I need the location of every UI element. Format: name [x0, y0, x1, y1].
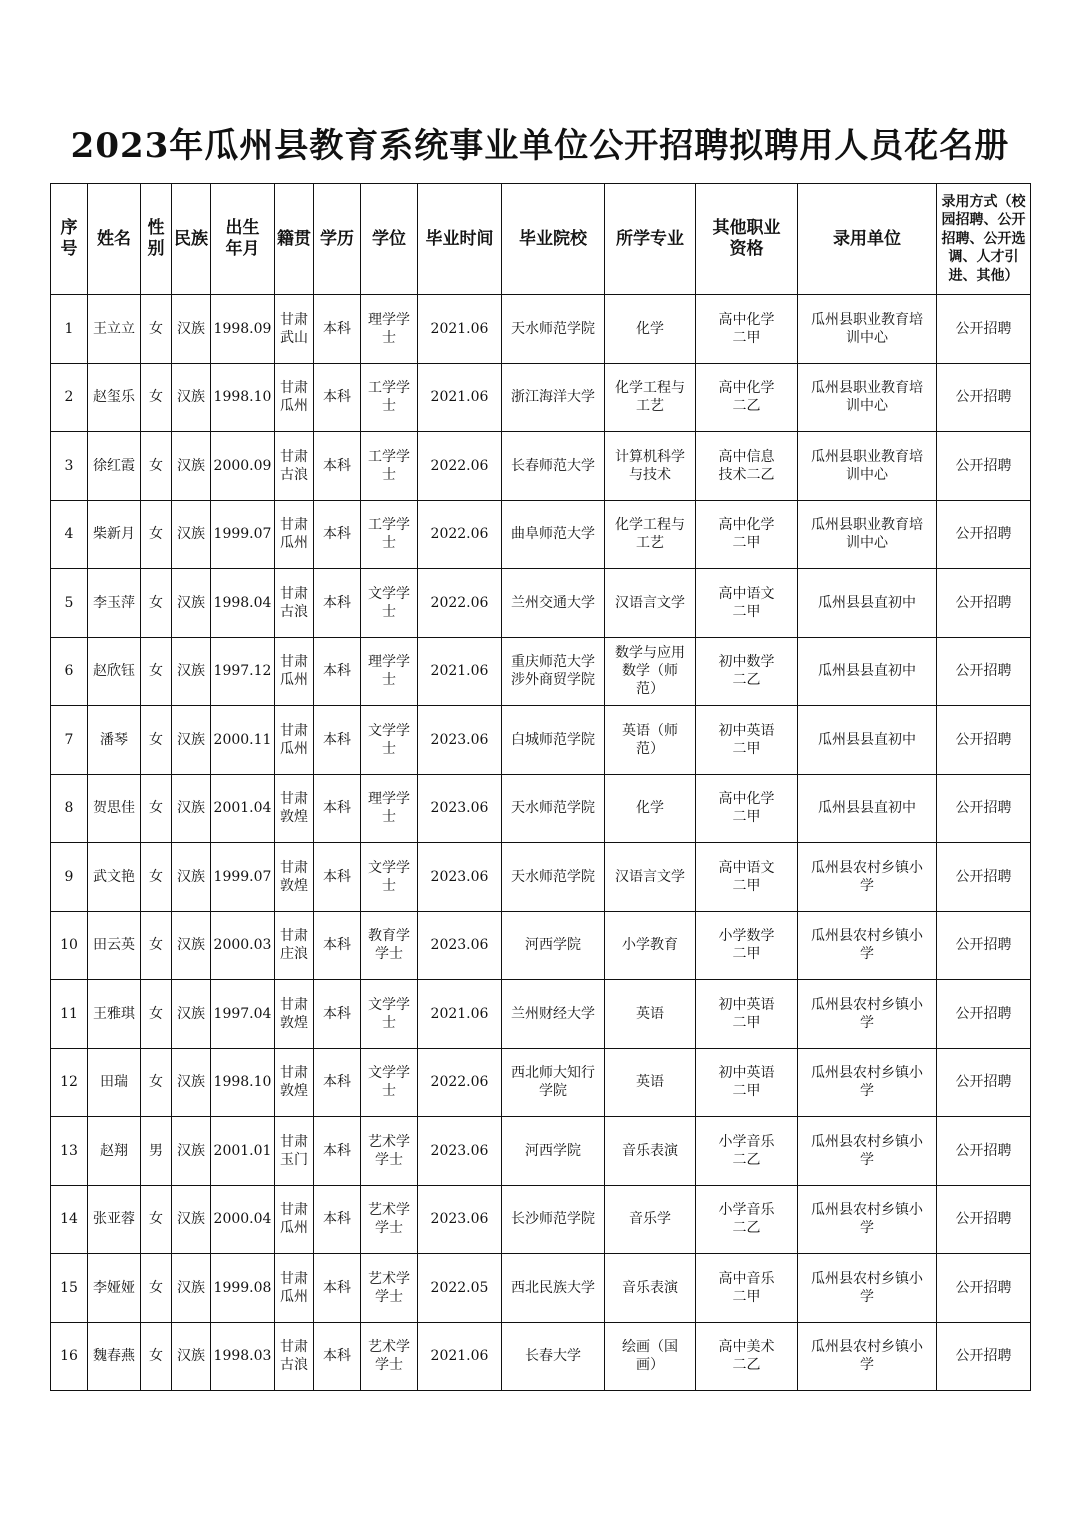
table-cell: 初中数学二乙 — [696, 637, 798, 706]
table-cell: 本科 — [314, 1254, 361, 1323]
table-cell: 6 — [51, 637, 88, 706]
table-cell: 2023.06 — [418, 706, 502, 775]
table-cell: 2022.06 — [418, 432, 502, 501]
table-cell: 2001.04 — [211, 774, 275, 843]
table-cell: 2021.06 — [418, 295, 502, 364]
table-cell: 2023.06 — [418, 774, 502, 843]
table-cell: 化学工程与工艺 — [605, 500, 696, 569]
table-cell: 王雅琪 — [88, 980, 141, 1049]
table-cell: 11 — [51, 980, 88, 1049]
table-cell: 高中语文二甲 — [696, 569, 798, 638]
table-cell: 瓜州县农村乡镇小学 — [798, 1117, 937, 1186]
table-cell: 汉族 — [172, 774, 211, 843]
table-cell: 女 — [141, 843, 172, 912]
table-cell: 汉族 — [172, 295, 211, 364]
table-cell: 张亚蓉 — [88, 1185, 141, 1254]
table-cell: 魏春燕 — [88, 1322, 141, 1391]
table-cell: 汉族 — [172, 1117, 211, 1186]
table-cell: 文学学士 — [361, 569, 418, 638]
table-cell: 音乐表演 — [605, 1117, 696, 1186]
header-cell: 序号 — [51, 184, 88, 295]
table-cell: 本科 — [314, 363, 361, 432]
table-cell: 甘肃古浪 — [275, 432, 314, 501]
table-cell: 甘肃敦煌 — [275, 843, 314, 912]
table-cell: 音乐学 — [605, 1185, 696, 1254]
table-cell: 本科 — [314, 569, 361, 638]
table-row — [51, 363, 1031, 432]
table-cell: 男 — [141, 1117, 172, 1186]
table-cell: 甘肃玉门 — [275, 1117, 314, 1186]
table-cell: 英语 — [605, 980, 696, 1049]
table-cell: 瓜州县农村乡镇小学 — [798, 1322, 937, 1391]
table-cell: 公开招聘 — [937, 1185, 1031, 1254]
table-cell: 女 — [141, 911, 172, 980]
table-row — [51, 637, 1031, 706]
table-cell: 1997.04 — [211, 980, 275, 1049]
table-cell: 2022.06 — [418, 569, 502, 638]
table-cell: 本科 — [314, 1322, 361, 1391]
table-cell: 本科 — [314, 774, 361, 843]
table-cell: 徐红霞 — [88, 432, 141, 501]
table-cell: 赵欣钰 — [88, 637, 141, 706]
header-cell: 学历 — [314, 184, 361, 295]
table-cell: 汉语言文学 — [605, 569, 696, 638]
table-cell: 2023.06 — [418, 1117, 502, 1186]
table-cell: 女 — [141, 1048, 172, 1117]
table-cell: 汉族 — [172, 980, 211, 1049]
table-cell: 西北民族大学 — [502, 1254, 605, 1323]
table-cell: 艺术学学士 — [361, 1117, 418, 1186]
table-cell: 甘肃古浪 — [275, 1322, 314, 1391]
table-row — [51, 432, 1031, 501]
table-row — [51, 1048, 1031, 1117]
table-cell: 河西学院 — [502, 911, 605, 980]
header-cell: 出生年月 — [211, 184, 275, 295]
header-cell: 其他职业资格 — [696, 184, 798, 295]
table-cell: 女 — [141, 980, 172, 1049]
table-cell: 16 — [51, 1322, 88, 1391]
table-cell: 瓜州县县直初中 — [798, 637, 937, 706]
table-cell: 公开招聘 — [937, 843, 1031, 912]
table-cell: 高中美术二乙 — [696, 1322, 798, 1391]
table-cell: 公开招聘 — [937, 911, 1031, 980]
table-cell: 小学音乐二乙 — [696, 1185, 798, 1254]
table-cell: 公开招聘 — [937, 1048, 1031, 1117]
table-cell: 公开招聘 — [937, 500, 1031, 569]
table-cell: 1999.07 — [211, 843, 275, 912]
table-cell: 2000.03 — [211, 911, 275, 980]
table-cell: 2023.06 — [418, 1185, 502, 1254]
table-cell: 1999.07 — [211, 500, 275, 569]
table-cell: 公开招聘 — [937, 980, 1031, 1049]
table-cell: 瓜州县农村乡镇小学 — [798, 911, 937, 980]
table-cell: 1 — [51, 295, 88, 364]
table-row — [51, 980, 1031, 1049]
table-row — [51, 295, 1031, 364]
table-cell: 5 — [51, 569, 88, 638]
table-cell: 瓜州县县直初中 — [798, 774, 937, 843]
table-cell: 瓜州县农村乡镇小学 — [798, 980, 937, 1049]
table-cell: 本科 — [314, 1185, 361, 1254]
table-cell: 汉族 — [172, 500, 211, 569]
table-cell: 12 — [51, 1048, 88, 1117]
table-cell: 汉族 — [172, 843, 211, 912]
table-cell: 文学学士 — [361, 706, 418, 775]
table-cell: 长春师范大学 — [502, 432, 605, 501]
table-cell: 4 — [51, 500, 88, 569]
table-cell: 2021.06 — [418, 637, 502, 706]
table-cell: 公开招聘 — [937, 295, 1031, 364]
table-cell: 高中化学二甲 — [696, 295, 798, 364]
table-row — [51, 1322, 1031, 1391]
table-cell: 3 — [51, 432, 88, 501]
table-cell: 甘肃武山 — [275, 295, 314, 364]
table-cell: 贺思佳 — [88, 774, 141, 843]
table-cell: 女 — [141, 363, 172, 432]
table-cell: 小学音乐二乙 — [696, 1117, 798, 1186]
table-cell: 7 — [51, 706, 88, 775]
table-cell: 天水师范学院 — [502, 774, 605, 843]
table-cell: 瓜州县职业教育培训中心 — [798, 363, 937, 432]
table-cell: 本科 — [314, 706, 361, 775]
table-cell: 公开招聘 — [937, 637, 1031, 706]
table-cell: 兰州财经大学 — [502, 980, 605, 1049]
header-row — [51, 184, 1031, 295]
table-cell: 甘肃庄浪 — [275, 911, 314, 980]
table-row — [51, 569, 1031, 638]
table-cell: 初中英语二甲 — [696, 706, 798, 775]
table-cell: 数学与应用数学（师范） — [605, 637, 696, 706]
table-row — [51, 500, 1031, 569]
table-cell: 女 — [141, 637, 172, 706]
table-cell: 女 — [141, 1185, 172, 1254]
table-cell: 英语（师范） — [605, 706, 696, 775]
table-cell: 甘肃敦煌 — [275, 1048, 314, 1117]
table-cell: 长沙师范学院 — [502, 1185, 605, 1254]
table-cell: 公开招聘 — [937, 432, 1031, 501]
table-cell: 西北师大知行学院 — [502, 1048, 605, 1117]
table-row — [51, 1254, 1031, 1323]
table-cell: 公开招聘 — [937, 569, 1031, 638]
header-cell: 录用单位 — [798, 184, 937, 295]
table-cell: 文学学士 — [361, 1048, 418, 1117]
table-cell: 15 — [51, 1254, 88, 1323]
header-cell: 民族 — [172, 184, 211, 295]
table-cell: 初中英语二甲 — [696, 980, 798, 1049]
table-cell: 潘琴 — [88, 706, 141, 775]
table-cell: 英语 — [605, 1048, 696, 1117]
table-cell: 田瑞 — [88, 1048, 141, 1117]
table-cell: 计算机科学与技术 — [605, 432, 696, 501]
table-cell: 工学学士 — [361, 363, 418, 432]
table-cell: 公开招聘 — [937, 1322, 1031, 1391]
table-cell: 1997.12 — [211, 637, 275, 706]
table-cell: 文学学士 — [361, 980, 418, 1049]
table-cell: 化学 — [605, 295, 696, 364]
header-cell: 籍贯 — [275, 184, 314, 295]
table-cell: 女 — [141, 432, 172, 501]
header-cell: 姓名 — [88, 184, 141, 295]
table-cell: 化学工程与工艺 — [605, 363, 696, 432]
table-cell: 汉族 — [172, 1254, 211, 1323]
table-cell: 瓜州县职业教育培训中心 — [798, 500, 937, 569]
header-cell: 毕业时间 — [418, 184, 502, 295]
table-cell: 2022.06 — [418, 1048, 502, 1117]
table-cell: 2000.09 — [211, 432, 275, 501]
table-cell: 艺术学学士 — [361, 1322, 418, 1391]
table-cell: 甘肃瓜州 — [275, 363, 314, 432]
table-cell: 赵玺乐 — [88, 363, 141, 432]
table-cell: 重庆师范大学涉外商贸学院 — [502, 637, 605, 706]
table-cell: 公开招聘 — [937, 363, 1031, 432]
table-cell: 艺术学学士 — [361, 1254, 418, 1323]
table-cell: 汉族 — [172, 363, 211, 432]
table-cell: 2021.06 — [418, 980, 502, 1049]
table-cell: 2023.06 — [418, 843, 502, 912]
table-cell: 1998.03 — [211, 1322, 275, 1391]
table-cell: 河西学院 — [502, 1117, 605, 1186]
table-cell: 女 — [141, 706, 172, 775]
table-cell: 曲阜师范大学 — [502, 500, 605, 569]
table-row — [51, 706, 1031, 775]
table-cell: 汉族 — [172, 706, 211, 775]
table-cell: 甘肃瓜州 — [275, 1185, 314, 1254]
table-cell: 2000.11 — [211, 706, 275, 775]
table-cell: 田云英 — [88, 911, 141, 980]
table-cell: 高中化学二甲 — [696, 774, 798, 843]
table-cell: 1998.04 — [211, 569, 275, 638]
table-cell: 女 — [141, 774, 172, 843]
table-cell: 甘肃瓜州 — [275, 706, 314, 775]
table-cell: 本科 — [314, 637, 361, 706]
table-cell: 汉族 — [172, 432, 211, 501]
table-cell: 本科 — [314, 500, 361, 569]
table-cell: 1998.09 — [211, 295, 275, 364]
table-cell: 甘肃瓜州 — [275, 500, 314, 569]
table-cell: 工学学士 — [361, 432, 418, 501]
table-cell: 音乐表演 — [605, 1254, 696, 1323]
table-cell: 理学学士 — [361, 637, 418, 706]
table-row — [51, 1117, 1031, 1186]
table-cell: 甘肃敦煌 — [275, 980, 314, 1049]
table-cell: 天水师范学院 — [502, 295, 605, 364]
table-cell: 白城师范学院 — [502, 706, 605, 775]
table-cell: 高中化学二甲 — [696, 500, 798, 569]
table-cell: 公开招聘 — [937, 1117, 1031, 1186]
table-cell: 甘肃瓜州 — [275, 1254, 314, 1323]
table-cell: 高中语文二甲 — [696, 843, 798, 912]
table-row — [51, 774, 1031, 843]
table-cell: 柴新月 — [88, 500, 141, 569]
table-cell: 瓜州县农村乡镇小学 — [798, 1254, 937, 1323]
table-cell: 绘画（国画） — [605, 1322, 696, 1391]
table-cell: 14 — [51, 1185, 88, 1254]
table-cell: 甘肃敦煌 — [275, 774, 314, 843]
header-cell: 学位 — [361, 184, 418, 295]
table-cell: 女 — [141, 569, 172, 638]
table-cell: 浙江海洋大学 — [502, 363, 605, 432]
header-cell: 录用方式（校园招聘、公开招聘、公开选调、人才引进、其他） — [937, 184, 1031, 295]
table-cell: 赵翔 — [88, 1117, 141, 1186]
header-cell: 性别 — [141, 184, 172, 295]
table-cell: 2 — [51, 363, 88, 432]
table-cell: 2023.06 — [418, 911, 502, 980]
table-cell: 瓜州县职业教育培训中心 — [798, 432, 937, 501]
table-cell: 瓜州县农村乡镇小学 — [798, 1185, 937, 1254]
table-cell: 本科 — [314, 980, 361, 1049]
header-cell: 毕业院校 — [502, 184, 605, 295]
table-cell: 8 — [51, 774, 88, 843]
table-cell: 瓜州县县直初中 — [798, 706, 937, 775]
table-cell: 公开招聘 — [937, 774, 1031, 843]
table-cell: 2021.06 — [418, 1322, 502, 1391]
table-cell: 女 — [141, 295, 172, 364]
table-row — [51, 843, 1031, 912]
table-cell: 天水师范学院 — [502, 843, 605, 912]
table-cell: 本科 — [314, 843, 361, 912]
table-cell: 甘肃瓜州 — [275, 637, 314, 706]
table-cell: 公开招聘 — [937, 1254, 1031, 1323]
table-cell: 汉语言文学 — [605, 843, 696, 912]
table-cell: 李娅娅 — [88, 1254, 141, 1323]
table-cell: 瓜州县农村乡镇小学 — [798, 1048, 937, 1117]
table-cell: 2000.04 — [211, 1185, 275, 1254]
table-cell: 甘肃古浪 — [275, 569, 314, 638]
table-cell: 公开招聘 — [937, 706, 1031, 775]
table-cell: 1998.10 — [211, 363, 275, 432]
table-cell: 女 — [141, 500, 172, 569]
table-cell: 本科 — [314, 911, 361, 980]
table-cell: 汉族 — [172, 637, 211, 706]
table-cell: 13 — [51, 1117, 88, 1186]
header-cell: 所学专业 — [605, 184, 696, 295]
table-cell: 本科 — [314, 295, 361, 364]
table-cell: 汉族 — [172, 1185, 211, 1254]
table-cell: 高中信息技术二乙 — [696, 432, 798, 501]
table-row — [51, 911, 1031, 980]
table-cell: 理学学士 — [361, 774, 418, 843]
table-cell: 小学数学二甲 — [696, 911, 798, 980]
table-cell: 9 — [51, 843, 88, 912]
table-cell: 初中英语二甲 — [696, 1048, 798, 1117]
table-cell: 2021.06 — [418, 363, 502, 432]
table-cell: 武文艳 — [88, 843, 141, 912]
table-cell: 王立立 — [88, 295, 141, 364]
table-cell: 汉族 — [172, 1048, 211, 1117]
table-cell: 瓜州县县直初中 — [798, 569, 937, 638]
page-title: 2023年瓜州县教育系统事业单位公开招聘拟聘用人员花名册 — [70, 126, 1010, 166]
table-cell: 2001.01 — [211, 1117, 275, 1186]
table-cell: 瓜州县职业教育培训中心 — [798, 295, 937, 364]
table-cell: 2022.06 — [418, 500, 502, 569]
table-cell: 女 — [141, 1254, 172, 1323]
table-cell: 文学学士 — [361, 843, 418, 912]
table-cell: 教育学学士 — [361, 911, 418, 980]
table-row — [51, 1185, 1031, 1254]
table-cell: 本科 — [314, 1117, 361, 1186]
table-cell: 汉族 — [172, 911, 211, 980]
table-cell: 李玉萍 — [88, 569, 141, 638]
table-cell: 理学学士 — [361, 295, 418, 364]
table-cell: 小学教育 — [605, 911, 696, 980]
table-cell: 1999.08 — [211, 1254, 275, 1323]
table-cell: 兰州交通大学 — [502, 569, 605, 638]
table-cell: 本科 — [314, 432, 361, 501]
table-cell: 高中音乐二甲 — [696, 1254, 798, 1323]
roster-table — [50, 183, 1031, 1391]
table-cell: 瓜州县农村乡镇小学 — [798, 843, 937, 912]
table-cell: 长春大学 — [502, 1322, 605, 1391]
table-cell: 2022.05 — [418, 1254, 502, 1323]
table-cell: 本科 — [314, 1048, 361, 1117]
table-cell: 工学学士 — [361, 500, 418, 569]
table-cell: 汉族 — [172, 1322, 211, 1391]
table-cell: 高中化学二乙 — [696, 363, 798, 432]
table-cell: 汉族 — [172, 569, 211, 638]
table-cell: 1998.10 — [211, 1048, 275, 1117]
table-cell: 艺术学学士 — [361, 1185, 418, 1254]
table-cell: 化学 — [605, 774, 696, 843]
table-cell: 10 — [51, 911, 88, 980]
table-cell: 女 — [141, 1322, 172, 1391]
